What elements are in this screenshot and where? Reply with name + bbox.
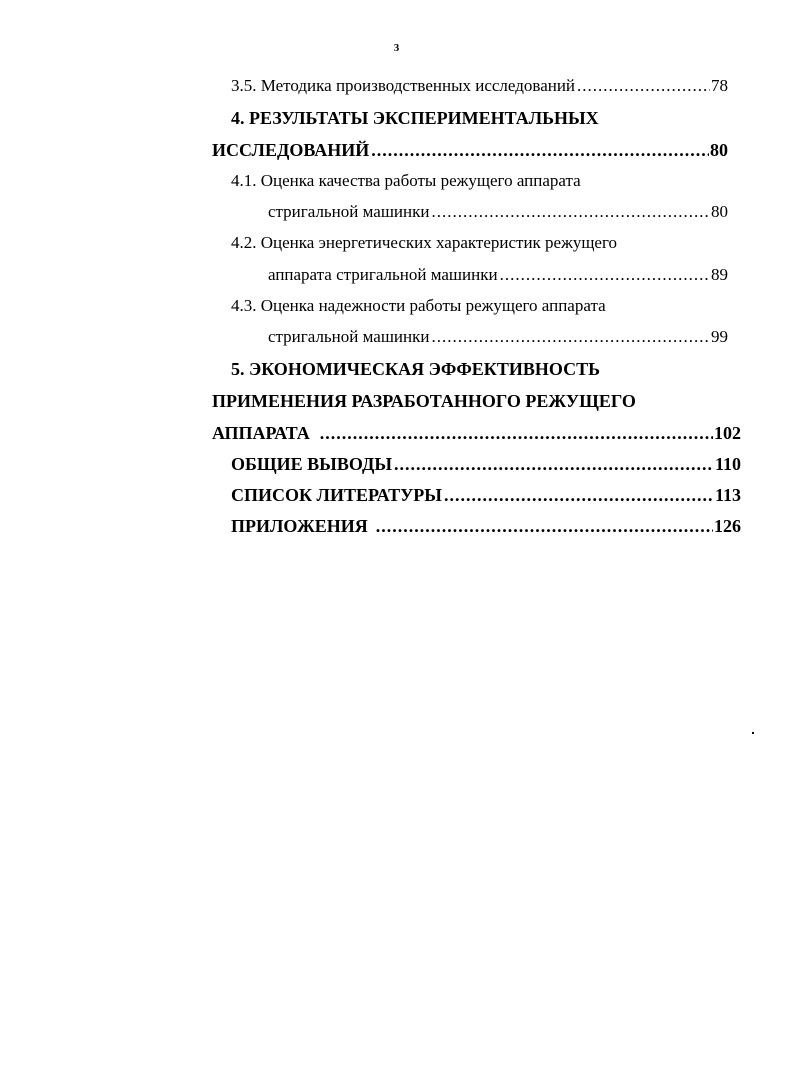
toc-page-number: 89 — [711, 265, 728, 284]
toc-entry-4-2 — [268, 263, 728, 287]
toc-entry-label: 4.1. Оценка качества работы режущего аппарата — [231, 171, 581, 190]
toc-entry-label: ИССЛЕДОВАНИЙ — [212, 140, 370, 160]
leader-dots — [431, 200, 710, 224]
toc-entry-label: 4. РЕЗУЛЬТАТЫ ЭКСПЕРИМЕНТАЛЬНЫХ — [231, 108, 599, 128]
toc-entry-label: СПИСОК ЛИТЕРАТУРЫ — [231, 485, 442, 505]
toc-entry-4-1 — [268, 200, 728, 224]
toc-chapter-4-title — [231, 106, 728, 130]
toc-entry-4-2-title — [231, 231, 728, 255]
leader-dots — [444, 483, 714, 507]
toc-references — [231, 483, 741, 507]
toc-entry-4-3-title — [231, 294, 728, 318]
toc-entry-4-1-title — [231, 169, 728, 193]
toc-entry-label: 4.3. Оценка надежности работы режущего аппарата — [231, 296, 606, 315]
leader-dots — [320, 421, 713, 445]
toc-page-number: 80 — [710, 140, 728, 160]
toc-page-number: 110 — [714, 454, 741, 474]
toc-entry-label: ОБЩИЕ ВЫВОДЫ — [231, 454, 393, 474]
toc-entry-label: аппарата стригальной машинки — [268, 265, 498, 284]
toc-entry-label: стригальной машинки — [268, 327, 430, 346]
toc-page-number: 80 — [711, 202, 728, 221]
toc-entry-label: 5. ЭКОНОМИЧЕСКАЯ ЭФФЕКТИВНОСТЬ — [231, 359, 600, 379]
toc-entry-label: 4.2. Оценка энергетических характеристик режущего — [231, 233, 618, 252]
toc-conclusions — [231, 452, 741, 476]
toc-chapter-5-title-cont — [212, 389, 741, 413]
leader-dots — [394, 452, 714, 476]
toc-page-number: 102 — [714, 423, 741, 443]
toc-entry-label: 3.5. Методика производственных исследований — [231, 76, 576, 95]
leader-dots — [577, 74, 710, 98]
toc-page-number: 99 — [711, 327, 728, 346]
toc-entry-3-5 — [231, 74, 728, 98]
toc-entry-4-3 — [268, 325, 728, 349]
toc-entry-label: ПРИМЕНЕНИЯ РАЗРАБОТАННОГО РЕЖУЩЕГО — [212, 391, 636, 411]
toc-entry-label: АППАРАТА — [212, 423, 310, 443]
toc-appendices — [231, 514, 741, 538]
leader-dots — [431, 325, 710, 349]
leader-dots — [376, 514, 713, 538]
toc-page-number: 78 — [711, 76, 728, 95]
toc-entry-label: стригальной машинки — [268, 202, 430, 221]
leader-dots — [500, 263, 710, 287]
toc-chapter-4 — [212, 138, 728, 162]
scan-speck — [752, 732, 754, 734]
toc-chapter-5-title — [231, 357, 741, 381]
toc-page-number: 113 — [714, 485, 741, 505]
leader-dots — [371, 138, 709, 162]
page-number: 3 — [393, 42, 400, 54]
toc-chapter-5 — [212, 421, 741, 445]
toc-entry-label: ПРИЛОЖЕНИЯ — [231, 516, 368, 536]
toc-page-number: 126 — [714, 516, 741, 536]
